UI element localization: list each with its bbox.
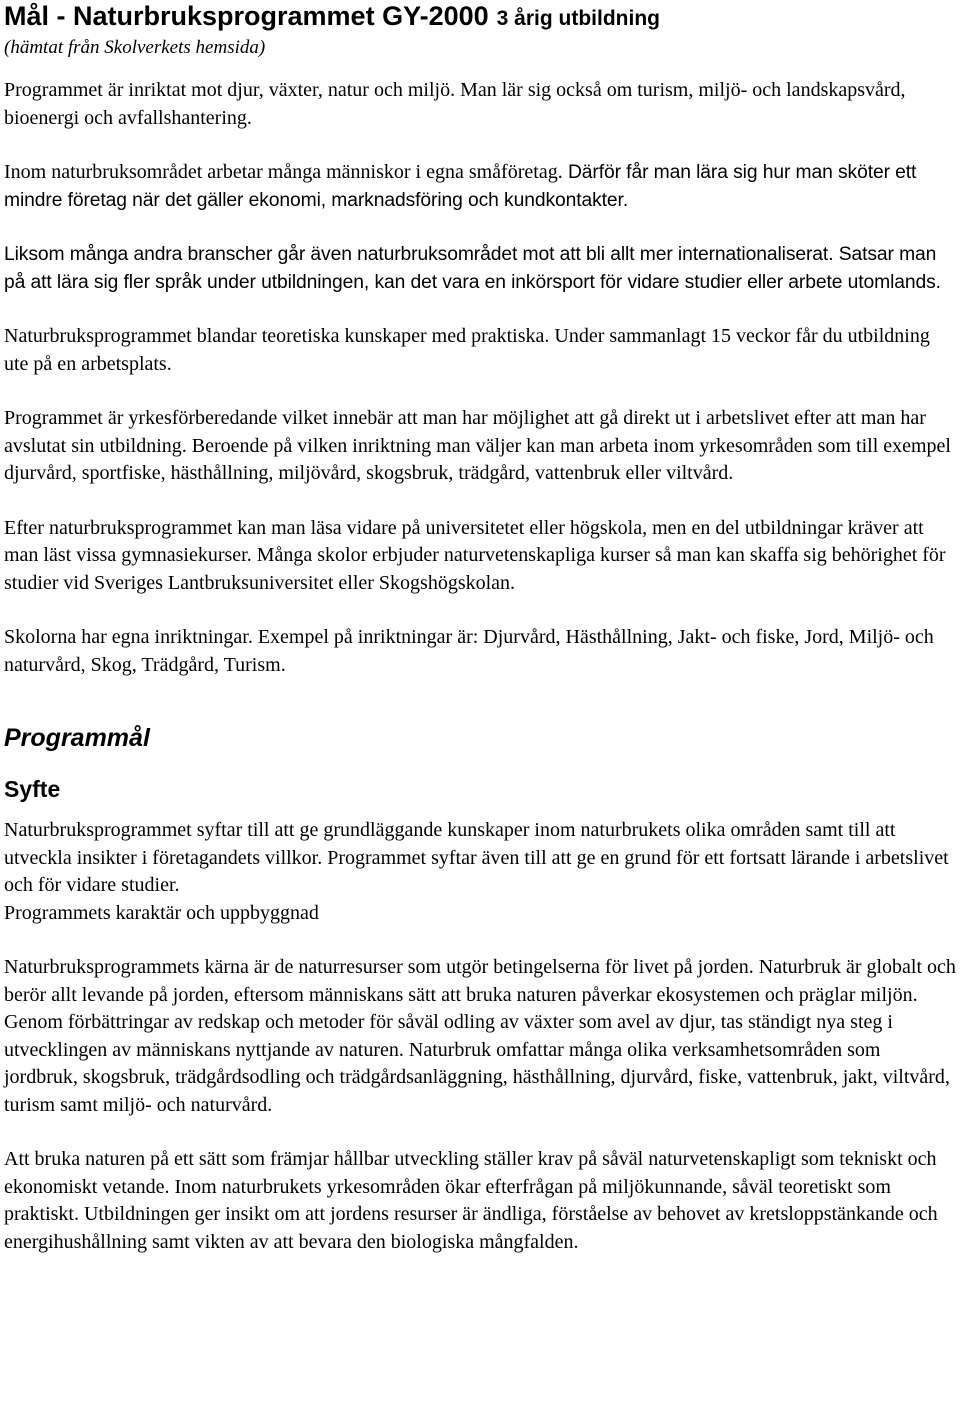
intro-paragraph-4: Naturbruksprogrammet blandar teoretiska kunskaper med praktiska. Under sammanlagt 15 veckor får du utbildning ute på en arbetsplats. xyxy=(4,325,930,375)
intro-paragraph-5: Programmet är yrkesförberedande vilket innebär att man har möjlighet att gå direkt ut i arbetslivet efter att man har avslutat sin utbildning. Beroende på vilken inriktning man väljer kan man arbeta inom yrkesområden som till exempel djurvård, sportfiske, hästhållning, miljövård, skogsbruk, trädgård, vattenbruk eller viltvård. xyxy=(4,407,951,484)
intro-paragraph-1: Programmet är inriktat mot djur, växter, natur och miljö. Man lär sig också om turism, miljö- och landskapsvård, bioenergi och avfallshantering. xyxy=(4,79,906,129)
title-main: Mål - Naturbruksprogrammet GY-2000 xyxy=(4,1,489,31)
syfte-paragraph: Naturbruksprogrammet syftar till att ge grundläggande kunskaper inom naturbrukets olika områden samt till att utveckla insikter i företagandets villkor. Programmet syftar även till att ge en grund för ett fortsatt lärande i arbetslivet och för vidare studier. xyxy=(4,819,949,896)
intro-paragraph-6: Efter naturbruksprogrammet kan man läsa vidare på universitetet eller högskola, men en del utbildningar kräver att man läst vissa gymnasiekurser. Många skolor erbjuder naturvetenskapliga kurser så man kan skaffa sig behörighet för studier vid Sveriges Lantbruksuniversitet eller Skogshögskolan. xyxy=(4,516,946,594)
title-subtitle: 3 årig utbildning xyxy=(496,7,660,30)
intro-paragraph-2b: Därför får man lära sig hur man sköter ett mindre företag när det gäller ekonomi, marknadsföring och kundkontakter. xyxy=(4,162,917,211)
intro-paragraph-2 xyxy=(4,159,956,214)
section-heading-programmal: Programmål xyxy=(4,724,150,752)
source-note: (hämtat från Skolverkets hemsida) xyxy=(4,37,266,58)
karaktar-paragraph-2: Att bruka naturen på ett sätt som främjar hållbar utveckling ställer krav på såväl naturvetenskapligt som tekniskt och ekonomiskt vetande. Inom naturbrukets yrkesområden ökar efterfrågan på miljökunnande, såväl teoretiskt som praktiskt. Utbildningen ger insikt om att jordens resurser är ändliga, förståelse av behovet av kretsloppstänkande och energihushållning samt vikten av att bevara den biologiska mångfalden. xyxy=(4,1148,938,1253)
document-title xyxy=(4,0,956,35)
intro-paragraph-7: Skolorna har egna inriktningar. Exempel på inriktningar är: Djurvård, Hästhållning, Jakt- och fiske, Jord, Miljö- och naturvård, Skog, Trädgård, Turism. xyxy=(4,626,934,676)
intro-paragraph-2a: Inom naturbruksområdet arbetar många människor i egna småföretag. xyxy=(4,161,563,183)
karaktar-paragraph-1: Naturbruksprogrammets kärna är de naturresurser som utgör betingelserna för livet på jorden. Naturbruk är globalt och berör allt levande på jorden, eftersom människans sätt att bruka naturen påverkar ekosystemen och präglar miljön. Genom förbättringar av redskap och metoder för såväl odling av växter som avel av djur, tas ständigt nya steg i utvecklingen av människans nyttjande av naturen. Naturbruk omfattar många olika verksamhetsområden som jordbruk, skogsbruk, trädgårdsodling och trädgårdsanläggning, hästhållning, djurvård, fiske, vattenbruk, jakt, viltvård, turism samt miljö- och naturvård. xyxy=(4,956,956,1116)
karaktar-label: Programmets karaktär och uppbyggnad xyxy=(4,901,319,924)
intro-paragraph-3: Liksom många andra branscher går även naturbruksområdet mot att bli allt mer internationaliserat. Satsar man på att lära sig fler språk under utbildningen, kan det vara en inkörsport för vidare studier eller arbete utomlands. xyxy=(4,244,941,293)
subheading-syfte: Syfte xyxy=(4,776,61,802)
